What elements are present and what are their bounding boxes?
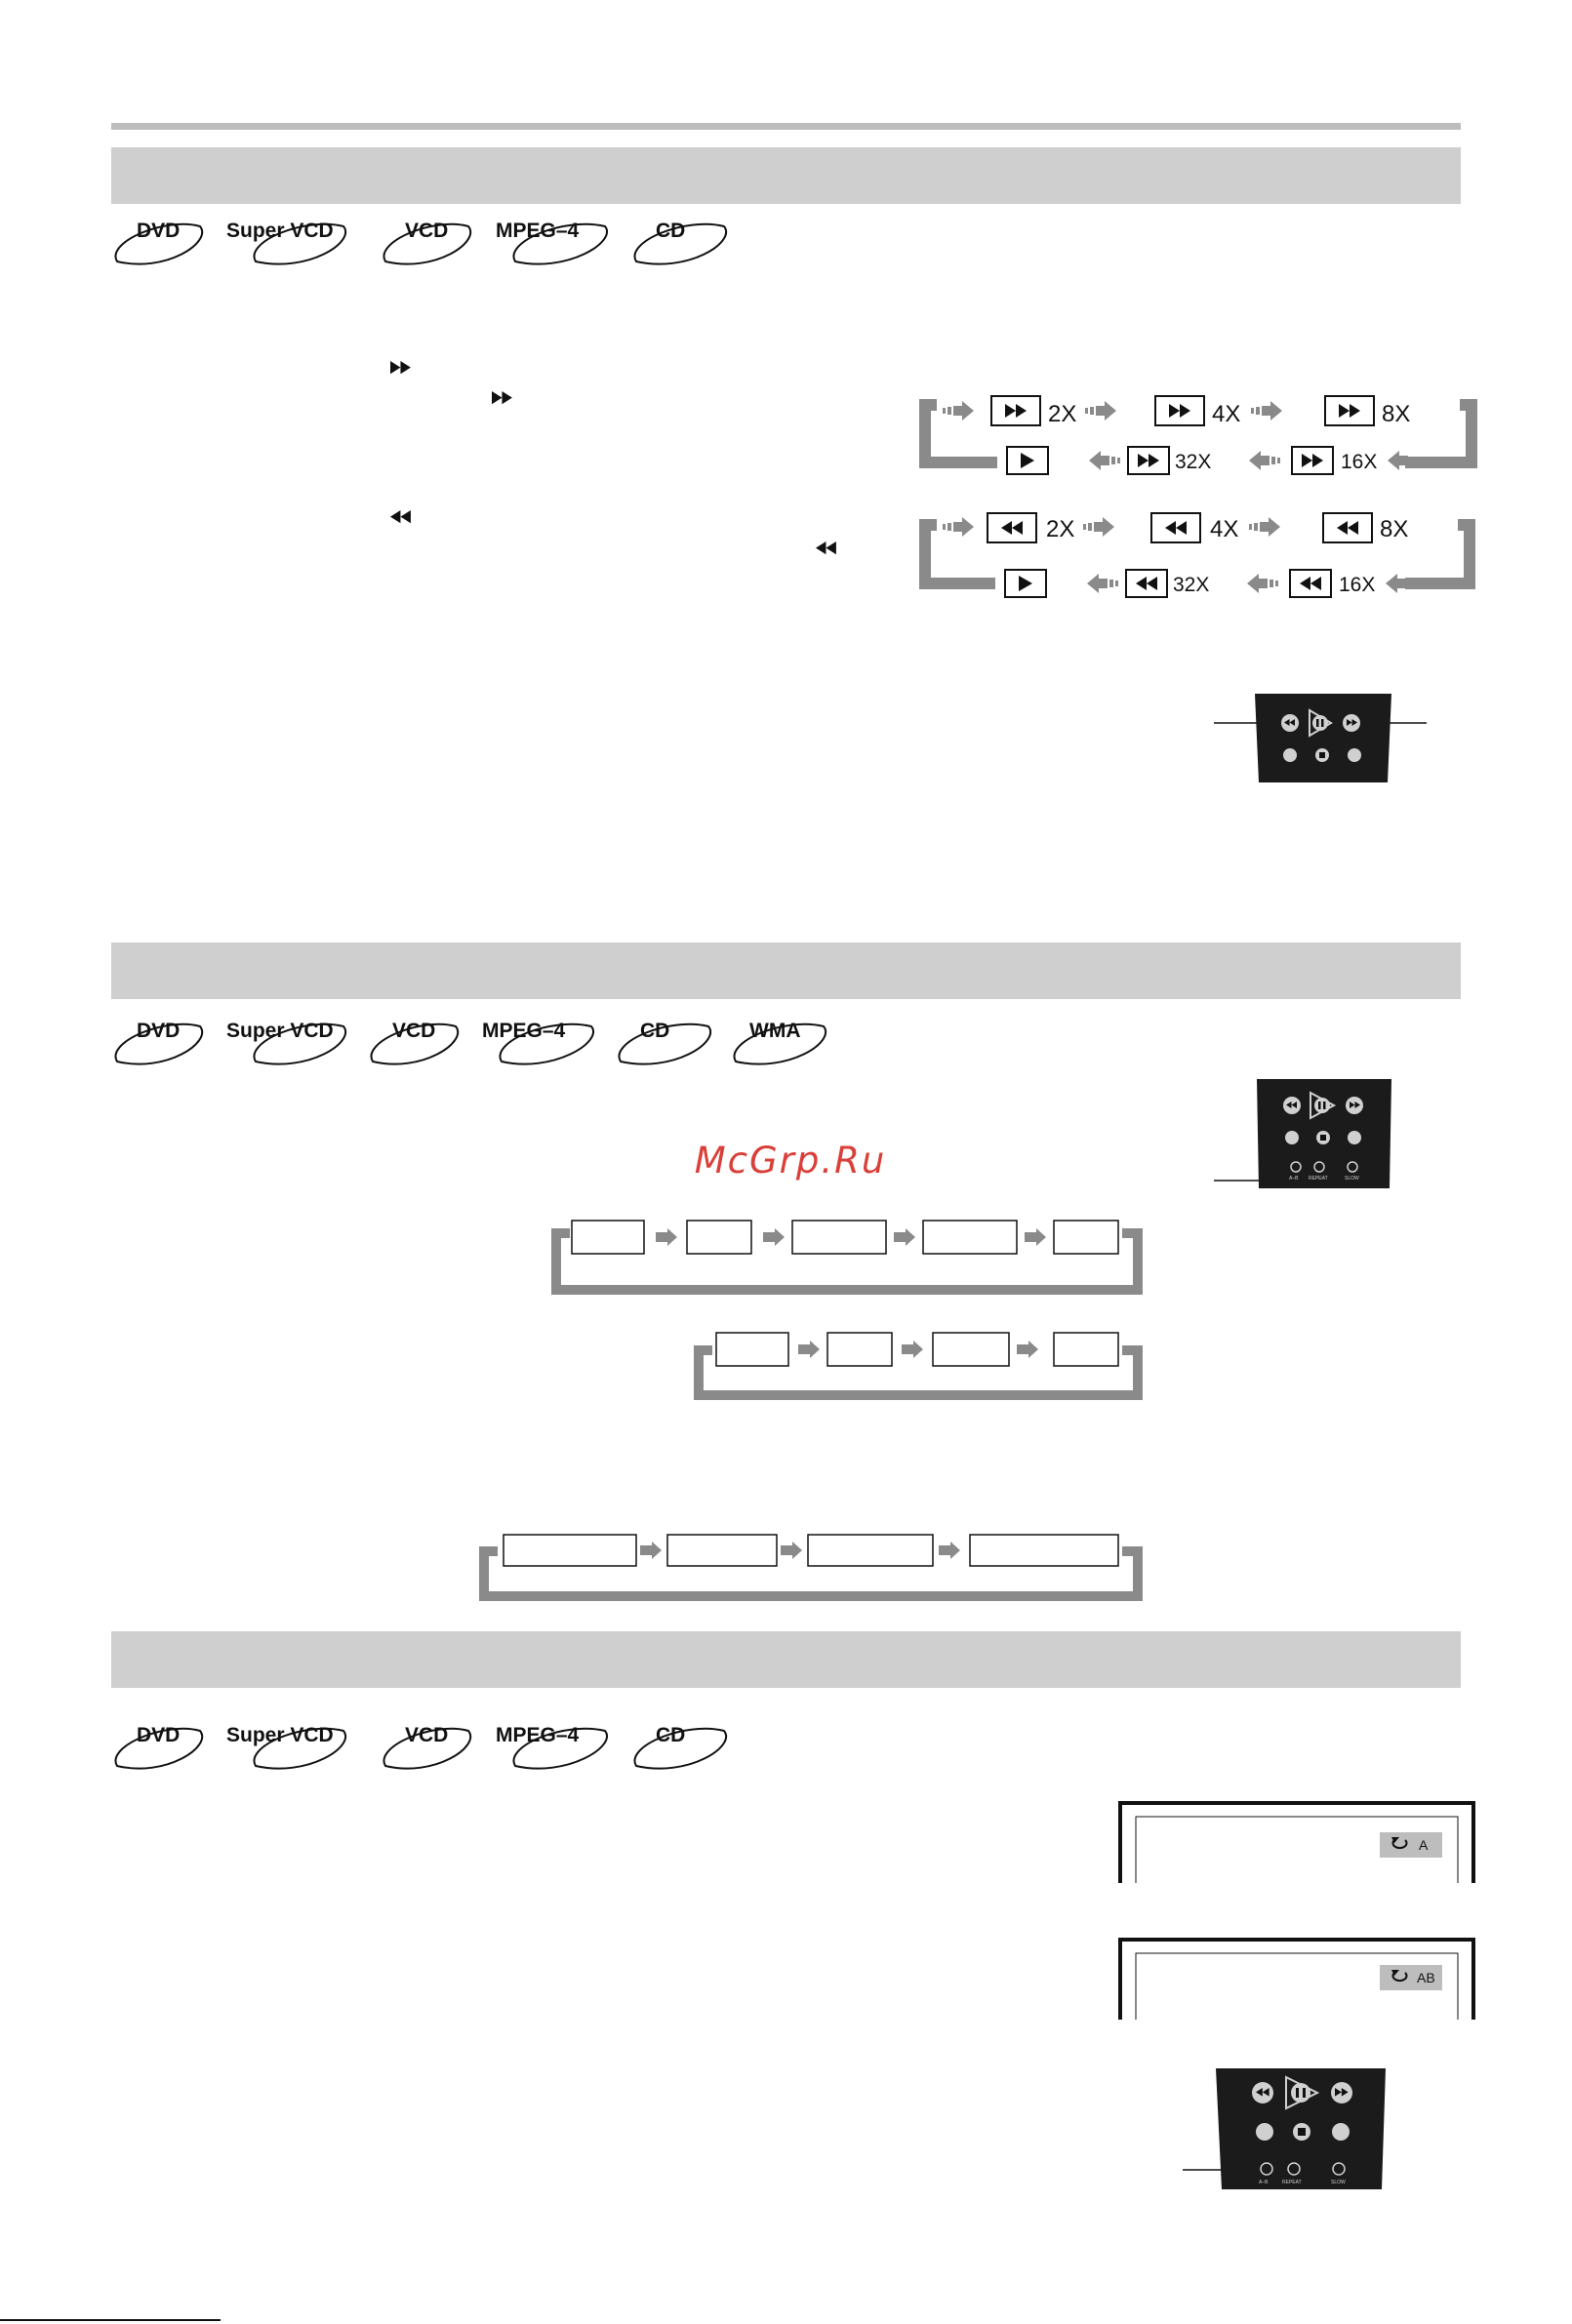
arrow-right-icon [943, 401, 974, 421]
watermark-text: McGrp.Ru [694, 1140, 887, 1182]
speed-label: 8X [1380, 516, 1409, 542]
arrow-right-icon [763, 1228, 785, 1246]
disc-badge-super-vcd [226, 1724, 345, 1769]
osd-badge-label: A [1419, 1837, 1429, 1853]
previous-icon [1256, 2123, 1273, 2141]
osd-screen-ab [1120, 1940, 1473, 2020]
disc-badge-label: VCD [392, 1020, 436, 1042]
speed-label: 2X [1046, 516, 1075, 542]
repeat-flow-3 [484, 1535, 1138, 1596]
arrow-right-icon [1251, 401, 1282, 421]
fast-reverse-icon [390, 510, 411, 523]
remote-panel-ab [1183, 2068, 1386, 2189]
arrow-right-icon [939, 1542, 960, 1559]
forward-speed-diagram [925, 396, 1471, 474]
fast-reverse-icon [816, 541, 836, 554]
osd-badge-label: AB [1417, 1970, 1435, 1985]
fast-forward-icon [1343, 714, 1360, 732]
arrow-right-icon [656, 1228, 677, 1246]
arrow-right-icon [1017, 1341, 1038, 1358]
remote-label: REPEAT [1309, 1176, 1328, 1182]
fast-forward-icon [390, 361, 411, 374]
speed-label: 16X [1341, 451, 1378, 473]
fast-forward-icon [1346, 1097, 1363, 1114]
disc-badge-super-vcd [226, 220, 345, 264]
flow-box [716, 1333, 788, 1366]
remote-panel-search [1214, 694, 1427, 782]
disc-badge-vcd [383, 1724, 470, 1769]
disc-badge-cd [619, 1020, 710, 1064]
arrow-left-icon [1247, 574, 1278, 593]
disc-badge-label: Super VCD [226, 1724, 334, 1746]
arrow-right-icon [781, 1542, 802, 1559]
previous-icon [1285, 1131, 1299, 1144]
pause-icon [1312, 715, 1328, 731]
remote-label: A–B [1259, 2180, 1269, 2185]
flow-box [923, 1221, 1017, 1254]
arrow-right-icon [902, 1341, 923, 1358]
disc-badges-2 [115, 1020, 826, 1064]
speed-label: 2X [1048, 401, 1077, 427]
flow-box [572, 1221, 644, 1254]
arrow-left-icon [1089, 451, 1120, 470]
disc-badge-label: VCD [405, 1724, 449, 1746]
next-icon [1348, 1131, 1361, 1144]
disc-badge-label: CD [656, 1724, 686, 1746]
pause-icon [1291, 2083, 1310, 2103]
arrow-left-icon [1087, 574, 1118, 593]
arrow-right-icon [1083, 517, 1114, 537]
speed-label: 4X [1210, 516, 1239, 542]
disc-badge-dvd [115, 220, 202, 264]
disc-badge-wma [734, 1020, 826, 1064]
arrow-right-icon [894, 1228, 915, 1246]
disc-badge-mpeg4 [482, 1020, 593, 1064]
arrow-right-icon [640, 1542, 662, 1559]
disc-badge-label: VCD [405, 220, 449, 242]
disc-badge-mpeg4 [496, 220, 607, 264]
arrow-right-icon [798, 1341, 820, 1358]
speed-label: 32X [1175, 451, 1212, 473]
fast-reverse-icon [1283, 1097, 1301, 1114]
next-icon [1348, 748, 1361, 762]
disc-badge-vcd [383, 220, 470, 264]
arrow-right-icon [1025, 1228, 1046, 1246]
remote-label: A–B [1289, 1176, 1299, 1182]
fast-reverse-icon [1281, 714, 1299, 732]
next-icon [1332, 2123, 1350, 2141]
flow-box [687, 1221, 751, 1254]
reverse-speed-diagram [925, 513, 1470, 597]
arrow-right-icon [943, 517, 974, 537]
remote-label: REPEAT [1282, 2180, 1302, 2185]
repeat-flow-1 [556, 1221, 1138, 1290]
disc-badge-dvd [115, 1724, 202, 1769]
disc-badges-1 [115, 220, 726, 264]
disc-badge-cd [634, 1724, 726, 1769]
remote-panel-repeat [1214, 1079, 1391, 1188]
disc-badge-label: MPEG–4 [496, 1724, 580, 1746]
pause-icon [1314, 1098, 1330, 1113]
disc-badge-label: CD [656, 220, 686, 242]
fast-forward-icon [492, 391, 512, 404]
flow-box [1054, 1333, 1118, 1366]
disc-badge-label: MPEG–4 [496, 220, 580, 242]
osd-screen-a [1120, 1803, 1473, 1883]
disc-badge-label: Super VCD [226, 1020, 334, 1042]
fast-reverse-icon [1252, 2082, 1273, 2104]
speed-label: 16X [1339, 574, 1376, 596]
disc-badge-vcd [371, 1020, 458, 1064]
flow-box [792, 1221, 886, 1254]
disc-badge-dvd [115, 1020, 202, 1064]
speed-label: 4X [1212, 401, 1241, 427]
flow-box [667, 1535, 777, 1566]
disc-badge-mpeg4 [496, 1724, 607, 1769]
flow-box [933, 1333, 1009, 1366]
remote-label: SLOW [1345, 1176, 1359, 1182]
flow-box [1054, 1221, 1118, 1254]
speed-label: 8X [1382, 401, 1411, 427]
flow-box [808, 1535, 933, 1566]
flow-box [970, 1535, 1118, 1566]
disc-badge-label: DVD [137, 1020, 181, 1042]
arrow-right-icon [1085, 401, 1116, 421]
osd-badge [1380, 1832, 1442, 1858]
disc-badges-3 [115, 1724, 726, 1769]
disc-badge-cd [634, 220, 726, 264]
disc-badge-label: DVD [137, 1724, 181, 1746]
remote-label: SLOW [1331, 2180, 1346, 2185]
arrow-left-icon [1249, 451, 1280, 470]
disc-badge-super-vcd [226, 1020, 345, 1064]
speed-label: 32X [1173, 574, 1210, 596]
disc-badge-label: WMA [749, 1020, 801, 1042]
previous-icon [1283, 748, 1297, 762]
arrow-right-icon [1249, 517, 1280, 537]
disc-badge-label: DVD [137, 220, 181, 242]
flow-box [504, 1535, 636, 1566]
repeat-flow-2 [699, 1333, 1138, 1395]
disc-badge-label: Super VCD [226, 220, 334, 242]
flow-box [827, 1333, 892, 1366]
disc-badge-label: CD [640, 1020, 670, 1042]
disc-badge-label: MPEG–4 [482, 1020, 566, 1042]
